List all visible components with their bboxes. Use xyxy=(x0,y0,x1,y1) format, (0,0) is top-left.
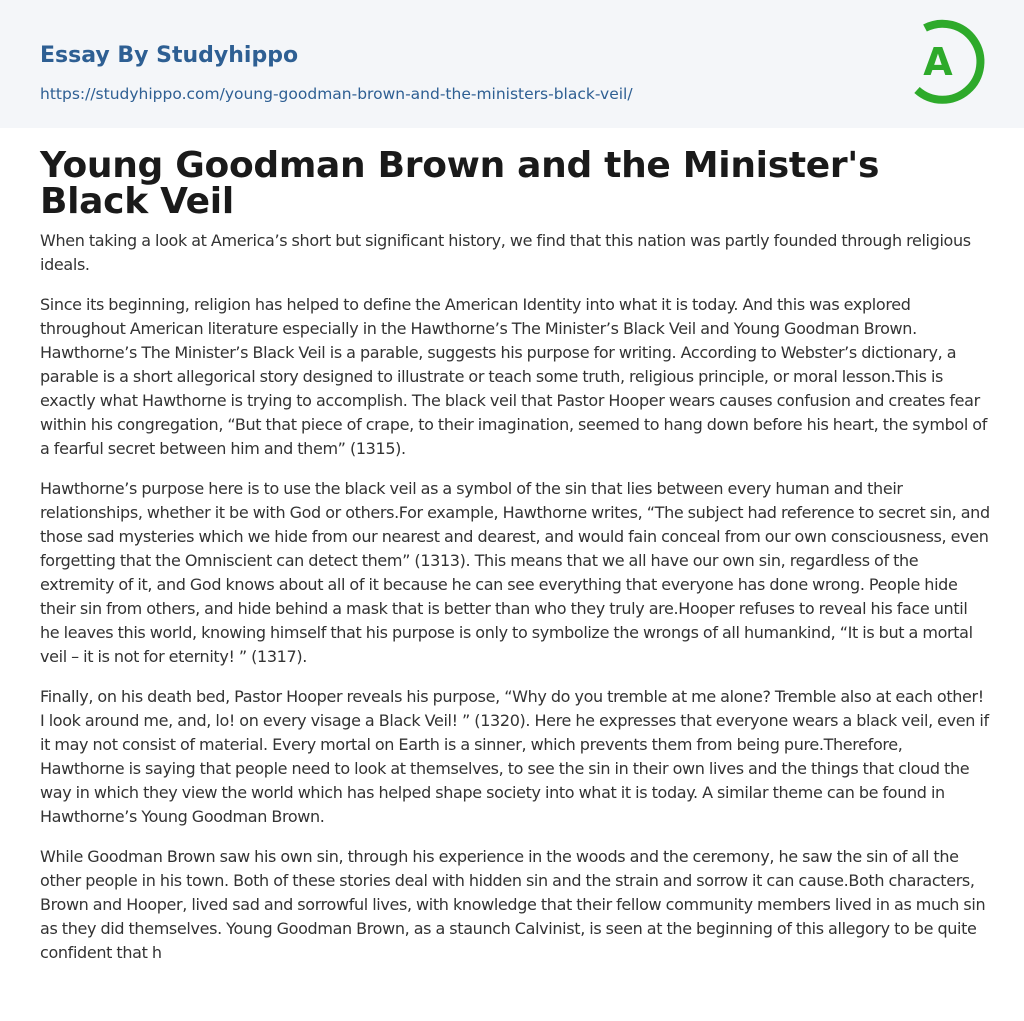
paragraph: Since its beginning, religion has helped to define the American Identity into what it is today. And this was explored throughout American literature especially in the Hawthorne’s The Minister’s Black Veil and Young Goodman Brown. Hawthorne’s The Minister’s Black Veil is a parable, suggests his purpose for writing. According to Webster’s dictionary, a parable is a short allegorical story designed to illustrate or teach some truth, religious principle, or moral lesson.This is exactly what Hawthorne is trying to accomplish. The black veil that Pastor Hooper wears causes confusion and creates fear within his congregation, “But that piece of crape, to their imagination, seemed to hang down before his heart, the symbol of a fearful secret between him and them” (1315). xyxy=(40,295,988,458)
paragraph: Finally, on his death bed, Pastor Hooper reveals his purpose, “Why do you tremble at me alone? Tremble also at each other! I look around me, and, lo! on every visage a Black Veil! ” (1320). Here he expresses that everyone wears a black veil, even if it may not consist of material. Every mortal on Earth is a sinner, which prevents them from being pure.Therefore, Hawthorne is saying that people need to look at themselves, to see the sin in their own lives and the things that cloud the way in which they view the world which has helped shape society into what it is today. A similar theme can be found in Hawthorne’s Young Goodman Brown. xyxy=(40,687,989,826)
paragraph: When taking a look at America’s short but significant history, we find that this nation was partly founded through religious ideals. xyxy=(40,231,971,274)
site-brand[interactable]: Essay By Studyhippo xyxy=(40,43,299,68)
article-body xyxy=(40,229,990,981)
paragraph: Hawthorne’s purpose here is to use the black veil as a symbol of the sin that lies between every human and their relationships, whether it be with God or others.For example, Hawthorne writes, “The subject had reference to secret sin, and those sad mysteries which we hide from our nearest and dearest, and would fain conceal from our own consciousness, even forgetting that the Omniscient can detect them” (1313). This means that we all have our own sin, regardless of the extremity of it, and God knows about all of it because he can see everything that everyone has done wrong. People hide their sin from others, and hide behind a mask that is better than who they truly are.Hooper refuses to reveal his face until he leaves this world, knowing himself that his purpose is only to symbolize the wrongs of all humankind, “It is but a mortal veil – it is not for eternity! ” (1317). xyxy=(40,479,990,666)
site-header xyxy=(0,0,1024,128)
studyhippo-logo-icon[interactable] xyxy=(905,16,991,108)
article-title: Young Goodman Brown and the Minister's Black Veil xyxy=(40,145,880,222)
source-url-link[interactable]: https://studyhippo.com/young-goodman-brown-and-the-ministers-black-veil/ xyxy=(40,85,633,103)
logo-letter: A xyxy=(923,40,953,84)
paragraph: While Goodman Brown saw his own sin, through his experience in the woods and the ceremony, he saw the sin of all the other people in his town. Both of these stories deal with hidden sin and the strain and sorrow it can cause.Both characters, Brown and Hooper, lived sad and sorrowful lives, with knowledge that their fellow community members lived in as much sin as they did themselves. Young Goodman Brown, as a staunch Calvinist, is seen at the beginning of this allegory to be quite confident that h xyxy=(40,847,986,962)
